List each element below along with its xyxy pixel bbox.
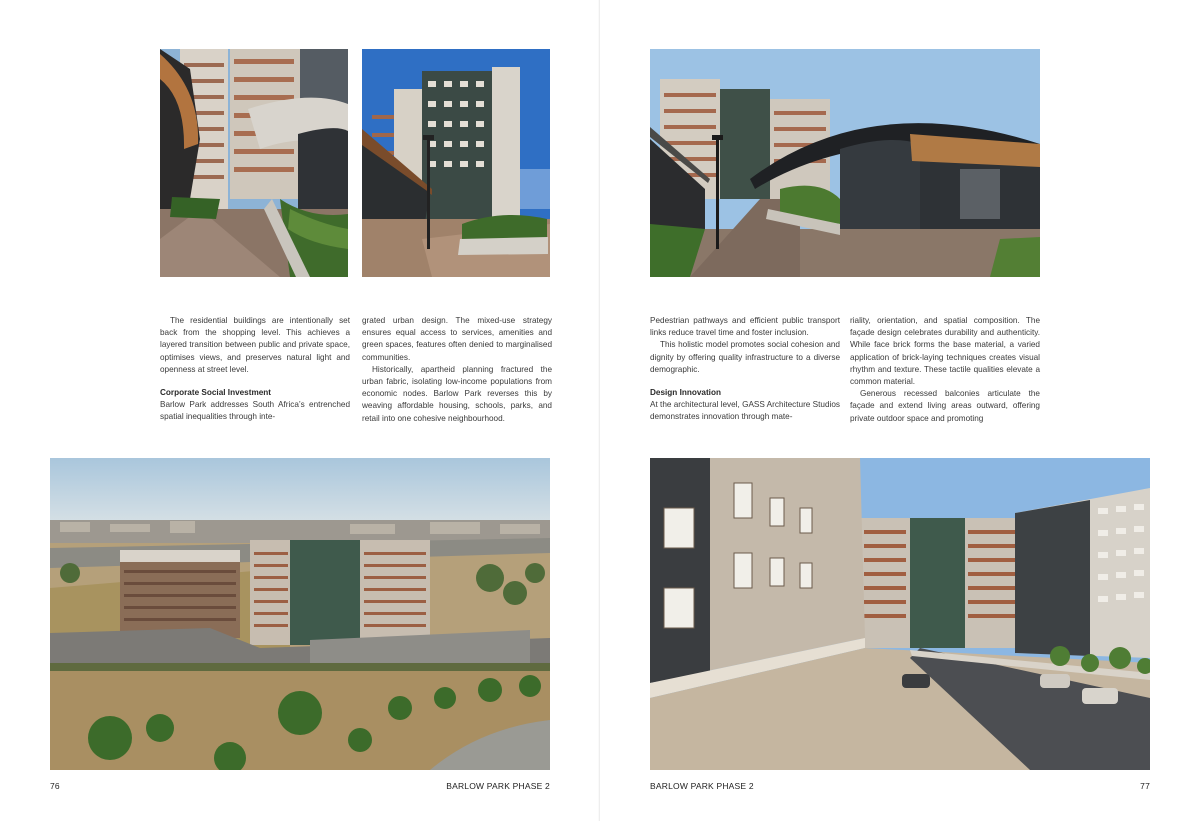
body-paragraph: The residential buildings are intentionally set back from the shopping level. This achieves a layered transition between public and private space, optimises views, and preserves natural light and openness at street level. <box>160 316 350 374</box>
body-paragraph: Generous recessed balconies articulate the façade and extend living areas outward, offering private outdoor space and promoting <box>850 389 1040 423</box>
body-paragraph: grated urban design. The mixed-use strategy ensures equal access to services, amenities and green spaces, features often denied to marginalised communities. <box>362 316 552 362</box>
courtyard-photo <box>160 49 348 277</box>
running-title: BARLOW PARK PHASE 2 <box>650 781 754 791</box>
body-paragraph: At the architectural level, GASS Architecture Studios demonstrates innovation through mate- <box>650 400 840 422</box>
page-number: 76 <box>50 781 60 791</box>
body-paragraph: This holistic model promotes social cohesion and dignity by offering quality infrastructure to a diverse demographic. <box>650 340 840 374</box>
section-heading: Design Innovation <box>650 388 721 398</box>
right-text-column-2 <box>850 315 1040 425</box>
walkway-photo <box>362 49 550 277</box>
body-paragraph: Barlow Park addresses South Africa’s entrenched spatial inequalities through inte- <box>160 400 350 422</box>
section-heading: Corporate Social Investment <box>160 388 272 398</box>
pavilion-photo <box>650 49 1040 277</box>
left-text-column-1 <box>160 315 350 424</box>
parking-courtyard-photo <box>650 458 1150 770</box>
body-paragraph: Pedestrian pathways and efficient public transport links reduce travel time and foster inclusion. <box>650 316 840 338</box>
aerial-photo <box>50 458 550 770</box>
running-title: BARLOW PARK PHASE 2 <box>446 781 550 791</box>
right-text-column-1 <box>650 315 840 424</box>
page-number: 77 <box>1140 781 1150 791</box>
left-text-column-2 <box>362 315 552 425</box>
body-paragraph: riality, orientation, and spatial composition. The façade design celebrates durability and authenticity. While face brick forms the base material, a varied application of brick-laying techniques creates visual rhythm and texture. These tactile qualities elevate a common material. <box>850 316 1040 387</box>
body-paragraph: Historically, apartheid planning fractured the urban fabric, isolating low-income populations from economic nodes. Barlow Park reverses this by weaving affordable housing, schools, parks, and retail into one cohesive neighbourhood. <box>362 364 552 423</box>
right-page <box>600 0 1200 821</box>
